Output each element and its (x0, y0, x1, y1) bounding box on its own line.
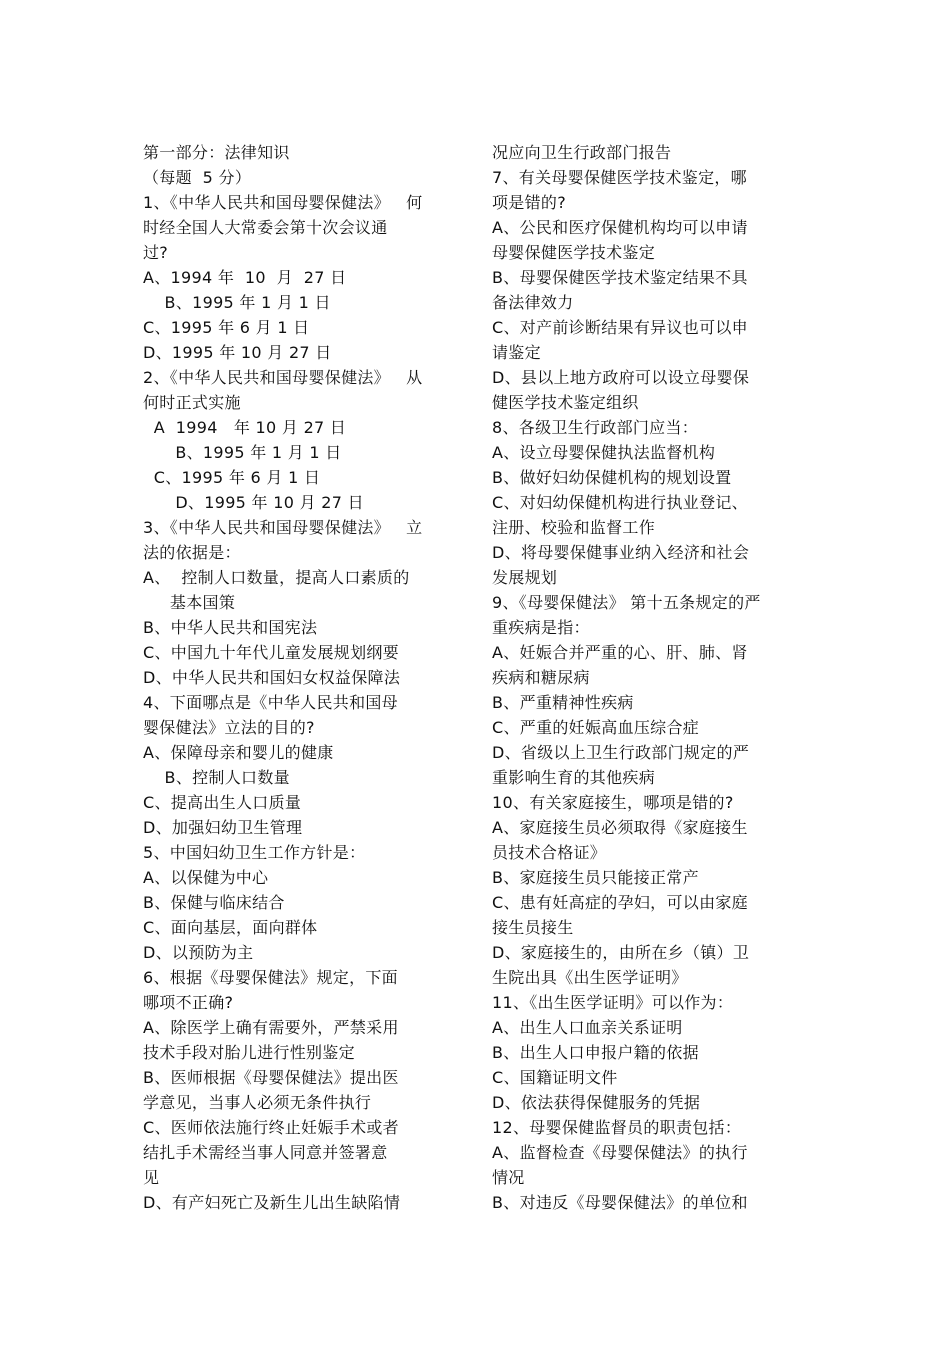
right-text-line: 生院出具《出生医学证明》 (492, 968, 688, 987)
right-text-line: D、省级以上卫生行政部门规定的严 (492, 743, 750, 762)
right-text-line: C、对产前诊断结果有异议也可以申 (492, 318, 748, 337)
left-text-line: D、加强妇幼卫生管理 (143, 818, 303, 837)
right-text-line: A、监督检查《母婴保健法》的执行 (492, 1143, 748, 1162)
left-text-line: 婴保健法》立法的目的? (143, 718, 315, 737)
right-text-line: 7、有关母婴保健医学技术鉴定，哪 (492, 168, 747, 187)
left-text-line: A、除医学上确有需要外，严禁采用 (143, 1018, 399, 1037)
right-text-line: 备法律效力 (492, 293, 574, 312)
left-text-line: C、中国九十年代儿童发展规划纲要 (143, 643, 399, 662)
left-text-line: 学意见，当事人必须无条件执行 (143, 1093, 372, 1112)
left-text-line: 基本国策 (143, 593, 236, 612)
right-text-line: B、严重精神性疾病 (492, 693, 634, 712)
left-text-line: 时经全国人大常委会第十次会议通 (143, 218, 388, 237)
left-text-line: A 1994 年 10 月 27 日 (143, 418, 347, 437)
right-text-line: D、将母婴保健事业纳入经济和社会 (492, 543, 750, 562)
left-text-line: 4、下面哪点是《中华人民共和国母 (143, 693, 398, 712)
left-column (143, 140, 443, 1215)
right-text-line: B、出生人口申报户籍的依据 (492, 1043, 699, 1062)
left-text-line: 3、《中华人民共和国母婴保健法》 立 (143, 518, 423, 537)
left-text-line: 结扎手术需经当事人同意并签署意 (143, 1143, 388, 1162)
right-text-line: B、对违反《母婴保健法》的单位和 (492, 1193, 748, 1212)
left-text-line: C、1995 年 6 月 1 日 (143, 318, 310, 337)
left-text-line: B、医师根据《母婴保健法》提出医 (143, 1068, 399, 1087)
right-text-line: 重疾病是指： (492, 618, 590, 637)
left-text-line: 何时正式实施 (143, 393, 241, 412)
right-text-line: B、家庭接生员只能接正常产 (492, 868, 699, 887)
left-text-line: 法的依据是： (143, 543, 241, 562)
right-text-line: D、家庭接生的，由所在乡（镇）卫 (492, 943, 750, 962)
left-text-line: B、中华人民共和国宪法 (143, 618, 318, 637)
left-text-line: 2、《中华人民共和国母婴保健法》 从 (143, 368, 423, 387)
right-column (492, 140, 792, 1215)
right-text-line: 11、《出生医学证明》可以作为： (492, 993, 734, 1012)
right-text-line: A、出生人口血亲关系证明 (492, 1018, 683, 1037)
right-text-line: D、县以上地方政府可以设立母婴保 (492, 368, 750, 387)
left-text-line: 5、中国妇幼卫生工作方针是： (143, 843, 366, 862)
right-text-line: 情况 (492, 1168, 525, 1187)
left-text-line: 第一部分：法律知识 (143, 143, 290, 162)
right-text-line: 9、《母婴保健法》 第十五条规定的严 (492, 593, 761, 612)
right-text-line: A、设立母婴保健执法监督机构 (492, 443, 716, 462)
right-text-line: 请鉴定 (492, 343, 541, 362)
left-text-line: A、保障母亲和婴儿的健康 (143, 743, 334, 762)
right-text-line: D、依法获得保健服务的凭据 (492, 1093, 701, 1112)
right-text-line: 项是错的? (492, 193, 566, 212)
right-text-line: B、做好妇幼保健机构的规划设置 (492, 468, 732, 487)
left-text-line: （每题 5 分） (143, 168, 252, 187)
left-text-line: D、中华人民共和国妇女权益保障法 (143, 668, 401, 687)
left-text-line: C、提高出生人口质量 (143, 793, 302, 812)
left-text-line: 1、《中华人民共和国母婴保健法》 何 (143, 193, 423, 212)
left-text-line: B、1995 年 1 月 1 日 (143, 443, 342, 462)
right-text-line: 注册、校验和监督工作 (492, 518, 656, 537)
right-text-line: A、妊娠合并严重的心、肝、肺、肾 (492, 643, 748, 662)
left-text-line: D、1995 年 10 月 27 日 (143, 343, 332, 362)
left-text-line: D、有产妇死亡及新生儿出生缺陷情 (143, 1193, 401, 1212)
right-text-line: C、对妇幼保健机构进行执业登记、 (492, 493, 748, 512)
right-text-line: 8、各级卫生行政部门应当： (492, 418, 699, 437)
right-text-line: 接生员接生 (492, 918, 574, 937)
left-text-line: 技术手段对胎儿进行性别鉴定 (143, 1043, 355, 1062)
left-text-line: B、保健与临床结合 (143, 893, 285, 912)
right-text-line: C、国籍证明文件 (492, 1068, 618, 1087)
right-text-line: A、家庭接生员必须取得《家庭接生 (492, 818, 748, 837)
left-text-line: 过? (143, 243, 169, 262)
left-text-line: B、1995 年 1 月 1 日 (143, 293, 331, 312)
right-text-line: 员技术合格证》 (492, 843, 607, 862)
right-text-line: C、患有妊高症的孕妇，可以由家庭 (492, 893, 748, 912)
left-text-line: C、医师依法施行终止妊娠手术或者 (143, 1118, 399, 1137)
left-text-line: 见 (143, 1168, 160, 1187)
right-text-line: 10、有关家庭接生，哪项是错的? (492, 793, 734, 812)
right-text-line: C、严重的妊娠高血压综合症 (492, 718, 700, 737)
left-text-line: A、 控制人口数量，提高人口素质的 (143, 568, 410, 587)
right-text-line: 健医学技术鉴定组织 (492, 393, 639, 412)
right-text-line: B、母婴保健医学技术鉴定结果不具 (492, 268, 748, 287)
right-text-line: 重影响生育的其他疾病 (492, 768, 656, 787)
left-text-line: C、1995 年 6 月 1 日 (143, 468, 321, 487)
right-text-line: 发展规划 (492, 568, 558, 587)
right-text-line: 况应向卫生行政部门报告 (492, 143, 672, 162)
left-text-line: 哪项不正确? (143, 993, 234, 1012)
right-text-line: 疾病和糖尿病 (492, 668, 590, 687)
left-text-line: D、以预防为主 (143, 943, 254, 962)
left-text-line: 6、根据《母婴保健法》规定，下面 (143, 968, 398, 987)
left-text-line: D、1995 年 10 月 27 日 (143, 493, 364, 512)
left-text-line: B、控制人口数量 (143, 768, 290, 787)
left-text-line: A、1994 年 10 月 27 日 (143, 268, 347, 287)
right-text-line: 母婴保健医学技术鉴定 (492, 243, 656, 262)
right-text-line: 12、母婴保健监督员的职责包括： (492, 1118, 742, 1137)
right-text-line: A、公民和医疗保健机构均可以申请 (492, 218, 748, 237)
left-text-line: A、以保健为中心 (143, 868, 269, 887)
left-text-line: C、面向基层，面向群体 (143, 918, 318, 937)
